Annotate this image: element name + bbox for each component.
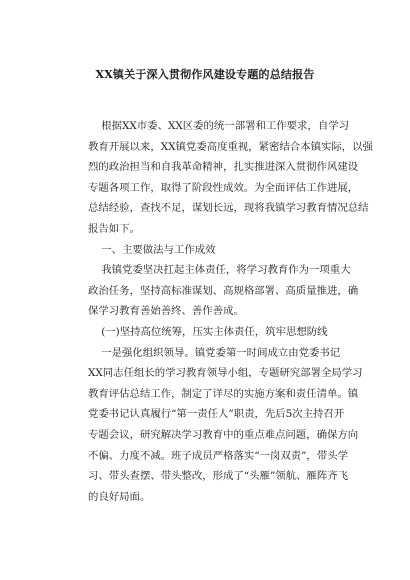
subsection-heading-1: (一)坚持高位统筹，压实主体责任，筑牢思想防线: [88, 325, 328, 338]
body-line-10: 保学习教育善始善终、善作善成。: [88, 305, 244, 318]
body-line-16: 专题会议，研究解决学习教育中的重点难点问题，确保方向: [88, 428, 359, 441]
body-line-18: 习、带头查摆、带头整改，形成了“头雁”领航、雁阵齐飞: [88, 470, 348, 483]
body-line-4: 专题各项工作，取得了阶段性成效。为全面评估工作进展，: [88, 181, 359, 194]
section-heading-1: 一、主要做法与工作成效: [88, 243, 216, 256]
document-title: XX镇关于深入贯彻作风建设专题的总结报告: [95, 68, 315, 81]
body-line-5: 总结经验，查找不足，谋划长远，现将我镇学习教育情况总结: [88, 202, 369, 215]
body-line-17: 不偏、力度不减。班子成员严格落实“一岗双责”，带头学: [88, 449, 348, 462]
body-line-12: 一是强化组织领导。镇党委第一时间成立由党委书记: [88, 346, 341, 359]
document-body: [88, 116, 373, 507]
body-line-8: 我镇党委坚决扛起主体责任，将学习教育作为一项重大: [88, 264, 351, 277]
body-line-19: 的良好局面。: [88, 490, 151, 503]
body-line-6: 报告如下。: [88, 222, 140, 235]
body-line-1: 根据XX市委、XX区委的统一部署和工作要求，自学习: [88, 120, 350, 132]
body-line-3: 烈的政治担当和自我革命精神，扎实推进深入贯彻作风建设: [88, 161, 359, 174]
body-line-14: 教育评估总结工作，制定了详尽的实施方案和责任清单。镇: [88, 387, 359, 400]
body-line-15: 党委书记认真履行“第一责任人”职责，先后5次主持召开: [88, 408, 345, 421]
body-line-2: 教育开展以来，XX镇党委高度重视，紧密结合本镇实际，以强: [88, 140, 373, 153]
body-line-9: 政治任务，坚持高标准谋划、高规格部署、高质量推进，确: [88, 284, 359, 297]
body-line-13: XX同志任组长的学习教育领导小组，专题研究部署全局学习: [88, 367, 363, 380]
